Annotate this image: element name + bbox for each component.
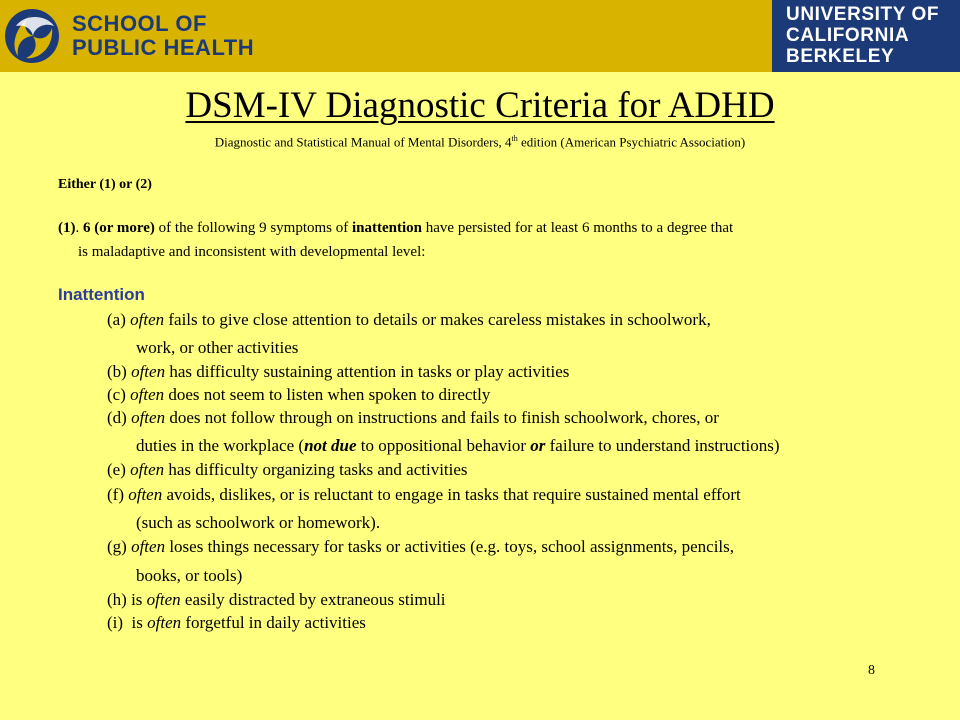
symptom-d-continued: [136, 436, 780, 456]
symptom-text: does not seem to listen when spoken to directly: [164, 385, 491, 404]
symptom-emphasis: often: [147, 613, 182, 632]
school-name: [72, 12, 254, 60]
symptom-label: (g): [107, 537, 132, 556]
symptom-emphasis-bold: or: [530, 436, 546, 455]
symptom-label: (i) is: [107, 613, 148, 632]
symptom-text: easily distracted by extraneous stimuli: [180, 590, 446, 609]
symptom-text: does not follow through on instructions and fails to finish schoolwork, chores, or: [165, 408, 719, 427]
symptom-emphasis: often: [130, 460, 165, 479]
symptom-i: [107, 613, 366, 633]
symptom-text-end: failure to understand instructions): [545, 436, 780, 455]
symptom-label: (a): [107, 310, 131, 329]
school-of-public-health-logo: [0, 0, 254, 72]
symptom-text: forgetful in daily activities: [181, 613, 366, 632]
symptom-label: (c): [107, 385, 131, 404]
symptom-h: [107, 590, 446, 610]
symptom-g: [107, 537, 734, 557]
symptom-d: [107, 408, 719, 428]
criterion-text: of the following 9 symptoms of: [154, 220, 352, 236]
criterion-text-end: have persisted for at least 6 months to a degree that: [422, 220, 734, 236]
symptom-label: (f): [107, 485, 129, 504]
symptom-emphasis: often: [130, 385, 165, 404]
subtitle-text-end: edition (American Psychiatric Association): [517, 134, 746, 150]
symptom-a: [107, 310, 711, 330]
symptom-b: [107, 362, 569, 382]
subtitle-text: Diagnostic and Statistical Manual of Mental Disorders, 4: [214, 134, 512, 150]
symptom-text: fails to give close attention to details or makes careless mistakes in schoolwork,: [164, 310, 711, 329]
symptom-f-continued: (such as schoolwork or homework).: [136, 513, 381, 532]
symptom-text: loses things necessary for tasks or activities (e.g. toys, school assignments, pencils,: [165, 537, 735, 556]
symptom-emphasis: often: [146, 590, 181, 609]
criterion-number: (1): [58, 220, 76, 236]
symptom-c: [107, 385, 490, 405]
symptom-text: has difficulty organizing tasks and activities: [164, 460, 468, 479]
symptom-text: avoids, dislikes, or is reluctant to engage in tasks that require sustained mental effort: [162, 485, 741, 504]
symptom-label: (b): [107, 362, 132, 381]
symptom-text: to oppositional behavior: [356, 436, 531, 455]
uc-line2: CALIFORNIA: [786, 25, 910, 46]
uc-line3: BERKELEY: [786, 46, 895, 67]
symptom-f: [107, 485, 741, 505]
page-number: 8: [868, 663, 875, 678]
symptom-text: has difficulty sustaining attention in tasks or play activities: [165, 362, 570, 381]
symptom-e: [107, 460, 468, 480]
symptom-label: (e): [107, 460, 131, 479]
either-line: Either (1) or (2): [58, 177, 152, 192]
criterion-line2: is maladaptive and inconsistent with developmental level:: [78, 244, 426, 260]
slide-title: DSM-IV Diagnostic Criteria for ADHD: [185, 85, 775, 126]
symptom-emphasis: often: [131, 537, 166, 556]
criterion-keyword: inattention: [352, 220, 423, 236]
symptom-a-continued: work, or other activities: [136, 338, 299, 357]
uc-line1: UNIVERSITY OF: [786, 4, 940, 25]
symptom-emphasis: often: [131, 408, 166, 427]
sph-emblem-icon: [2, 6, 62, 66]
symptom-label: (h) is: [107, 590, 147, 609]
symptom-g-continued: books, or tools): [136, 566, 243, 585]
criterion-1: [58, 216, 918, 264]
criterion-count: 6 (or more): [83, 220, 155, 236]
section-heading: Inattention: [58, 285, 145, 304]
header-banner: [0, 0, 960, 72]
symptom-emphasis-bold: not due: [304, 436, 357, 455]
symptom-emphasis: often: [130, 310, 165, 329]
school-name-line1: SCHOOL OF: [72, 11, 207, 36]
criterion-dot: .: [75, 220, 83, 236]
symptom-text: duties in the workplace (: [136, 436, 305, 455]
slide-subtitle: [0, 134, 960, 150]
subtitle-sup: th: [511, 134, 518, 143]
symptom-emphasis: often: [131, 362, 166, 381]
uc-berkeley-logo: [772, 0, 960, 72]
symptom-emphasis: often: [128, 485, 163, 504]
symptom-label: (d): [107, 408, 132, 427]
school-name-line2: PUBLIC HEALTH: [72, 35, 255, 60]
